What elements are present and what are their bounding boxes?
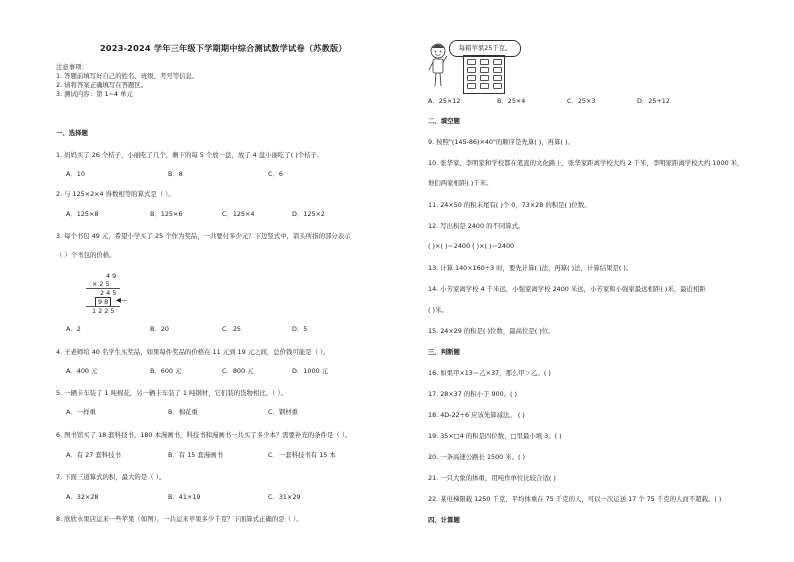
option: A．25×12 [428, 97, 461, 105]
crate-icon [493, 83, 502, 89]
question: 17. 28×37 的积小于 900。( ) [428, 390, 518, 398]
calc-line: 4 9 [106, 272, 117, 280]
crate-icon [467, 59, 476, 65]
option: C．6 [268, 170, 283, 178]
option: A．2 [66, 325, 81, 333]
question: 3. 每个书包 49 元，希望小学买了 25 个作为奖品，一共要付多少元？下边竖式中，箭头所指的部分表示 [56, 232, 351, 240]
question: 22. 某电梯限载 1250 千克，平均体重在 75 千克的人，可以一次运送 17 个 75 千克的人而不超载。( ) [428, 495, 722, 503]
question: 15. 24×29 的积是( )位数，最高位是( )位。 [428, 327, 555, 335]
option: B．125×6 [150, 210, 183, 218]
option: B．600 元 [150, 367, 182, 375]
option: C．125×4 [222, 210, 255, 218]
question: 11. 24×50 的积末尾有( )个 0，73×28 的积是( )位数。 [428, 201, 591, 209]
section-heading: 一、选择题 [56, 129, 88, 137]
question: 4. 王老师给 40 名学生买奖品，如果每件奖品的价格在 11 元到 19 元之间，总价钱可能是（ ）。 [56, 348, 330, 356]
option: C．25 [222, 325, 241, 333]
question: 6. 图书馆买了 18 套科技书，180 本漫画书，科技书和漫画书一共买了多少本？需要补充的条件是（ ）。 [56, 431, 352, 439]
option: A．125×8 [66, 210, 99, 218]
question: 21. 一只大象的体重，用吨作单位比较合适( ) [428, 474, 556, 482]
question: 1. 妈妈买了 26 个桔子，小丽吃了几个，剩下的每 5 个放一盘，放了 4 盘小丽吃了( )个桔子. [56, 151, 319, 159]
question: 7. 下面三道算式的积，最大的是（ ）。 [56, 473, 166, 481]
crate-icon [493, 67, 502, 73]
section-heading: 四、计算题 [428, 516, 460, 524]
question: 2. 与 125×2×4 得数相等的算式是（ ）。 [56, 190, 175, 198]
child-illustration [428, 42, 448, 90]
exam-title: 2023-2024 学年三年级下学期期中综合测试数学试卷（苏教版） [100, 43, 347, 53]
arrow-icon: ◀— [116, 296, 128, 304]
notice-item: 1. 答题前填写好自己的姓名、班级、考号等信息。 [56, 72, 199, 80]
question: （ ）个书包的价格。 [56, 251, 116, 259]
option: B．8 [168, 170, 183, 178]
option: C．31×29 [268, 493, 301, 501]
speech-bubble: 每箱苹果25千克。 [449, 40, 521, 57]
crate-icon [467, 75, 476, 81]
section-heading: 三、判断题 [428, 348, 460, 356]
calc-line: 9 8 [95, 297, 111, 307]
question: 20. 一条高速公路长 1500 米。( ) [428, 453, 526, 461]
apple-crates [463, 55, 505, 94]
question: 13. 计算 140×160÷3 时，要先计算( )法，再算( )法，计算结果是( )。 [428, 264, 633, 272]
option: C．800 元 [222, 367, 254, 375]
calc-line: 2 4 5 [100, 289, 117, 297]
option: A．10 [66, 170, 85, 178]
option: B．41×19 [168, 493, 201, 501]
option: B．有 15 套漫画书 [168, 451, 223, 459]
question: 5. 一辆卡车装了 1 吨棉花，另一辆卡车装了 1 吨钢材，它们装的货物相比，（ ）。 [56, 389, 287, 397]
notice-title: 注意事项： [56, 63, 88, 71]
calc-line: 1 2 2 5 [92, 307, 115, 315]
crate-icon [480, 67, 489, 73]
crate-icon [480, 83, 489, 89]
option: C．25×3 [567, 97, 596, 105]
section-heading: 二、填空题 [428, 117, 460, 125]
question: 12. 写出积是 2400 的不同算式。 [428, 222, 525, 230]
option: A．一样重 [66, 408, 96, 416]
question: ( )米。 [428, 306, 448, 314]
option: D．1000 元 [292, 367, 328, 375]
option: D．5 [292, 325, 308, 333]
notice-item: 2. 请将答案正确填写在答题区。 [56, 81, 148, 89]
question: 8. 欣欣水果店运来一些苹果（如图），一共运来苹果多少千克？下面算式正确的是（ ）。 [56, 515, 303, 523]
crate-icon [493, 59, 502, 65]
question: 19. 35×□4 的积是四位数，□里最小填 3。( ) [428, 432, 562, 440]
option: B．20 [150, 325, 169, 333]
crate-icon [480, 59, 489, 65]
option: C．钢材重 [268, 408, 299, 416]
option: D．125×2 [292, 210, 325, 218]
question: 9. 按照"(145-86)×40"的顺序是先算( )，再算( )。 [428, 138, 574, 146]
option: B．25×4 [497, 97, 526, 105]
option: A．有 27 套科技书 [66, 451, 121, 459]
option: A．400 元 [66, 367, 98, 375]
crate-icon [493, 75, 502, 81]
crate-icon [480, 75, 489, 81]
option: C．一套科技书有 15 本 [268, 451, 336, 459]
question: 10. 张华家、李明家和学校都在笔直的文化路上，张华家距离学校大约 2 千米，李明家距离学校大约 1000 米， [428, 159, 744, 167]
question: 他们两家相距( )千米。 [428, 179, 493, 187]
question: 14. 小芳家离学校 4 千米远，小强家离学校 2400 米远，小芳家和小强家最远相距( )米，最近相距 [428, 285, 706, 293]
question: 16. 如果甲×13＝乙×37，那么甲＞乙。( ) [428, 369, 551, 377]
crate-icon [467, 83, 476, 89]
notice-item: 3. 测试内容：第 1~4 单元 [56, 90, 133, 98]
question: 18. 4D-22÷6 应该先算减法。 ( ) [428, 411, 525, 419]
option: D．25+12 [637, 97, 670, 105]
crate-icon [467, 67, 476, 73]
question: ( )×( )＝2400 ( )×( )＝2400 [428, 242, 515, 250]
option: A．32×28 [66, 493, 99, 501]
calc-line: × 2 5 [92, 280, 110, 288]
option: B．棉花重 [168, 408, 198, 416]
